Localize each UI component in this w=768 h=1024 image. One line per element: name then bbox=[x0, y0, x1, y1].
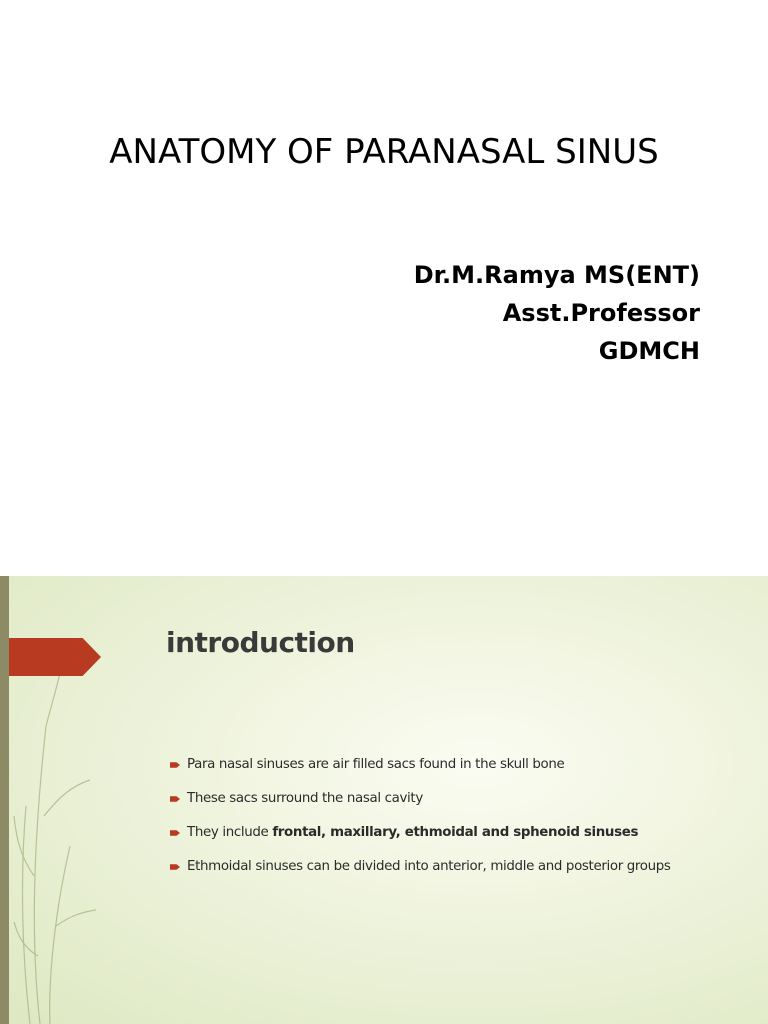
author-position: Asst.Professor bbox=[502, 299, 700, 327]
bullet-text: These sacs surround the nasal cavity bbox=[187, 791, 423, 806]
author-block bbox=[414, 256, 700, 370]
bullet-text-bold: frontal, maxillary, ethmoidal and sphenoid sinuses bbox=[272, 825, 639, 840]
list-item bbox=[170, 786, 671, 820]
list-item bbox=[170, 854, 671, 888]
header-arrow-icon bbox=[9, 638, 101, 676]
bullet-text: Para nasal sinuses are air filled sacs found in the skull bone bbox=[187, 757, 565, 772]
list-item bbox=[170, 820, 671, 854]
bullet-text: Ethmoidal sinuses can be divided into anterior, middle and posterior groups bbox=[187, 859, 671, 874]
bullet-arrow-icon bbox=[170, 795, 180, 803]
bullet-arrow-icon bbox=[170, 863, 180, 871]
bullet-list bbox=[170, 752, 671, 888]
bullet-text-prefix: They include bbox=[187, 825, 273, 840]
introduction-slide bbox=[0, 576, 768, 1024]
list-item bbox=[170, 752, 671, 786]
author-institution: GDMCH bbox=[598, 337, 700, 365]
slide-title: ANATOMY OF PARANASAL SINUS bbox=[109, 132, 659, 172]
author-name: Dr.M.Ramya MS(ENT) bbox=[413, 261, 700, 289]
bullet-arrow-icon bbox=[170, 829, 180, 837]
bullet-arrow-icon bbox=[170, 761, 180, 769]
slide-heading: introduction bbox=[166, 626, 355, 659]
